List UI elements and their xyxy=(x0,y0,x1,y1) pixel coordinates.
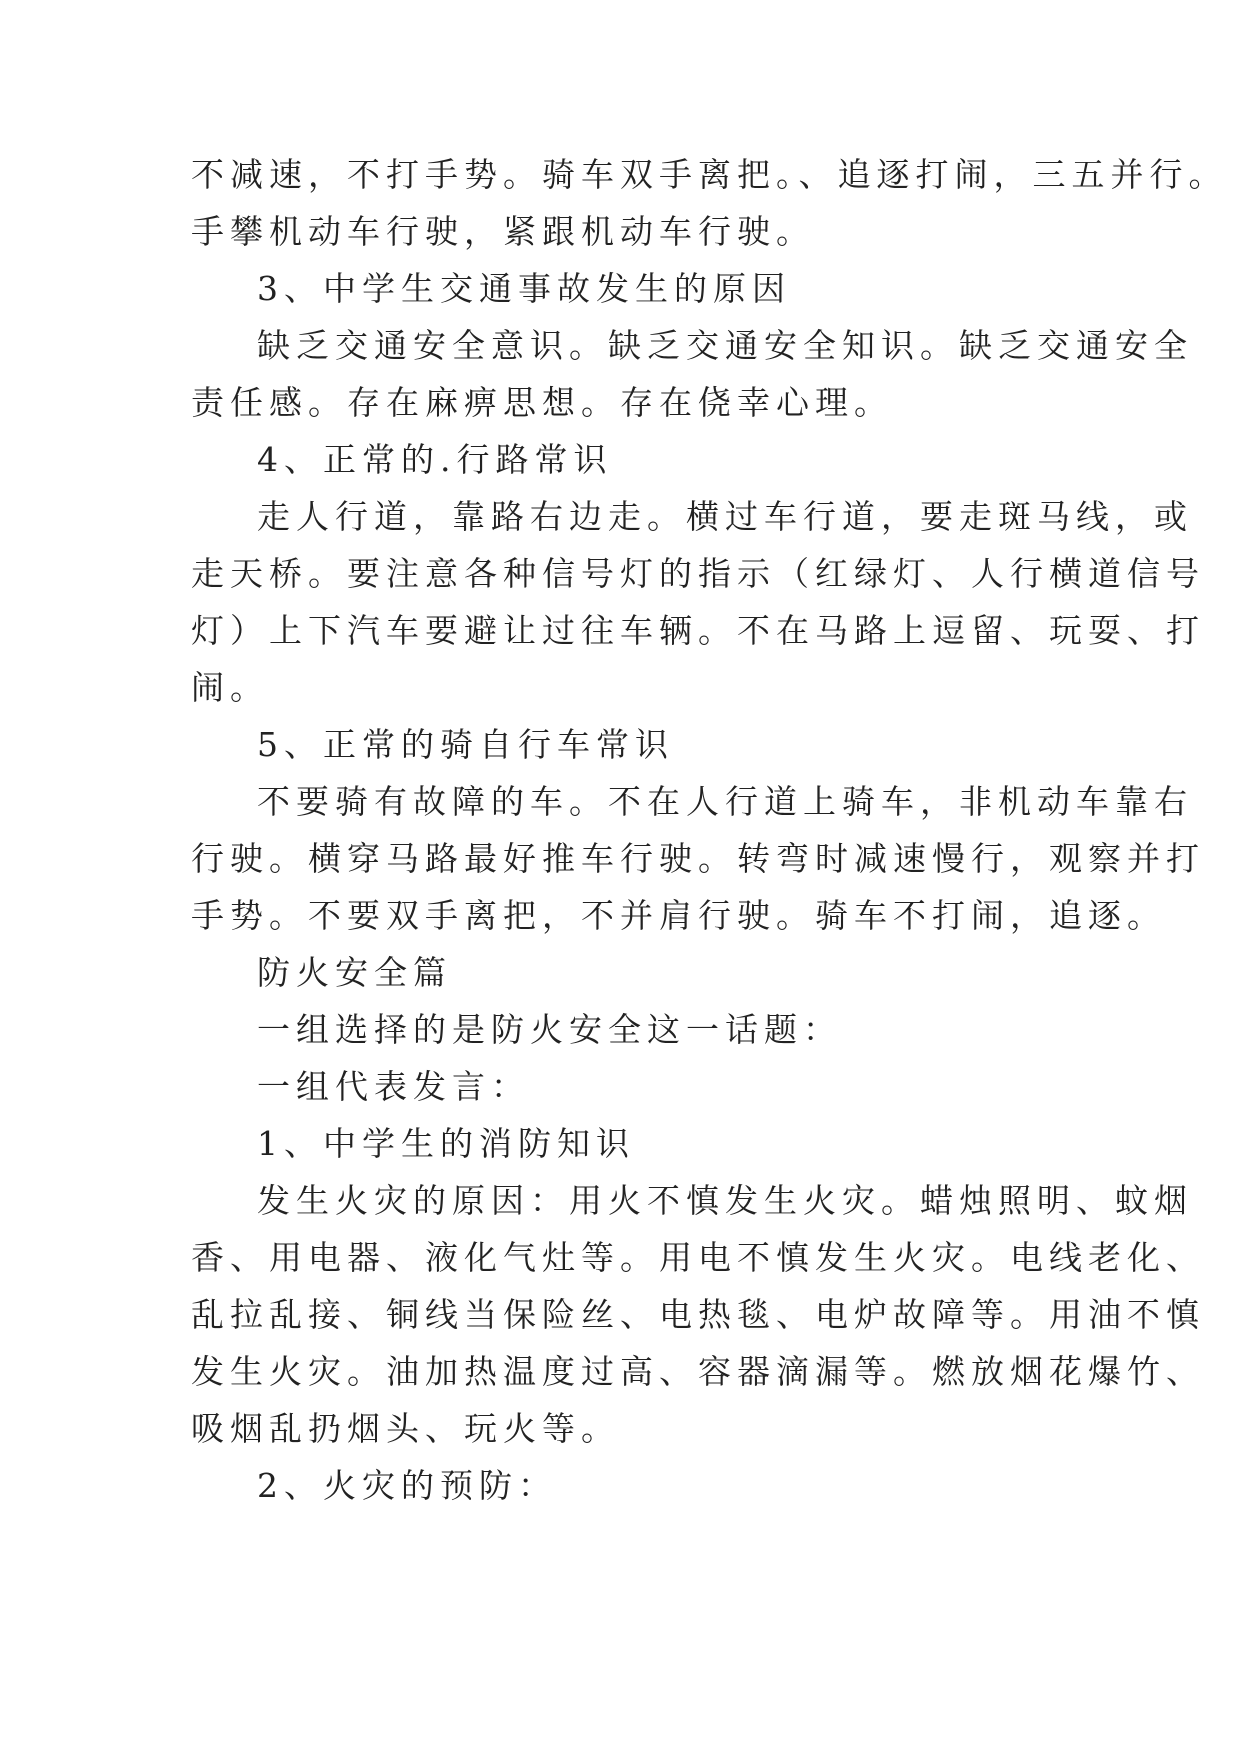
text-line: 发生火灾的原因：用火不慎发生火灾。蜡烛照明、蚊烟 xyxy=(257,1181,1193,1220)
section-heading: 3、中学生交通事故发生的原因 xyxy=(257,269,791,308)
text-line: 行驶。横穿马路最好推车行驶。转弯时减速慢行，观察并打 xyxy=(191,839,1205,878)
text-line: 灯）上下汽车要避让过往车辆。不在马路上逗留、玩耍、打 xyxy=(191,611,1205,650)
text-line: 乱拉乱接、铜线当保险丝、电热毯、电炉故障等。用油不慎 xyxy=(191,1295,1205,1334)
text-line: 发生火灾。油加热温度过高、容器滴漏等。燃放烟花爆竹、 xyxy=(191,1352,1205,1391)
section-heading: 5、正常的骑自行车常识 xyxy=(257,725,674,764)
text-line: 缺乏交通安全意识。缺乏交通安全知识。缺乏交通安全 xyxy=(257,326,1193,365)
section-heading: 2、火灾的预防： xyxy=(257,1466,557,1505)
text-line: 闹。 xyxy=(191,668,269,707)
text-line: 不减速，不打手势。骑车双手离把。、追逐打闹，三五并行。 xyxy=(191,155,1228,194)
text-line: 走人行道，靠路右边走。横过车行道，要走斑马线，或 xyxy=(257,497,1193,536)
section-heading: 1、中学生的消防知识 xyxy=(257,1124,635,1163)
section-heading: 4、正常的.行路常识 xyxy=(257,440,613,479)
text-line: 手势。不要双手离把，不并肩行驶。骑车不打闹，追逐。 xyxy=(191,896,1166,935)
chapter-title: 防火安全篇 xyxy=(257,953,452,992)
text-line: 一组选择的是防火安全这一话题： xyxy=(257,1010,842,1049)
text-line: 走天桥。要注意各种信号灯的指示（红绿灯、人行横道信号 xyxy=(191,554,1205,593)
text-line: 吸烟乱扔烟头、玩火等。 xyxy=(191,1409,620,1448)
text-line: 一组代表发言： xyxy=(257,1067,530,1106)
text-line: 责任感。存在麻痹思想。存在侥幸心理。 xyxy=(191,383,893,422)
text-line: 手攀机动车行驶，紧跟机动车行驶。 xyxy=(191,212,815,251)
text-line: 不要骑有故障的车。不在人行道上骑车，非机动车靠右 xyxy=(257,782,1193,821)
text-line: 香、用电器、液化气灶等。用电不慎发生火灾。电线老化、 xyxy=(191,1238,1205,1277)
